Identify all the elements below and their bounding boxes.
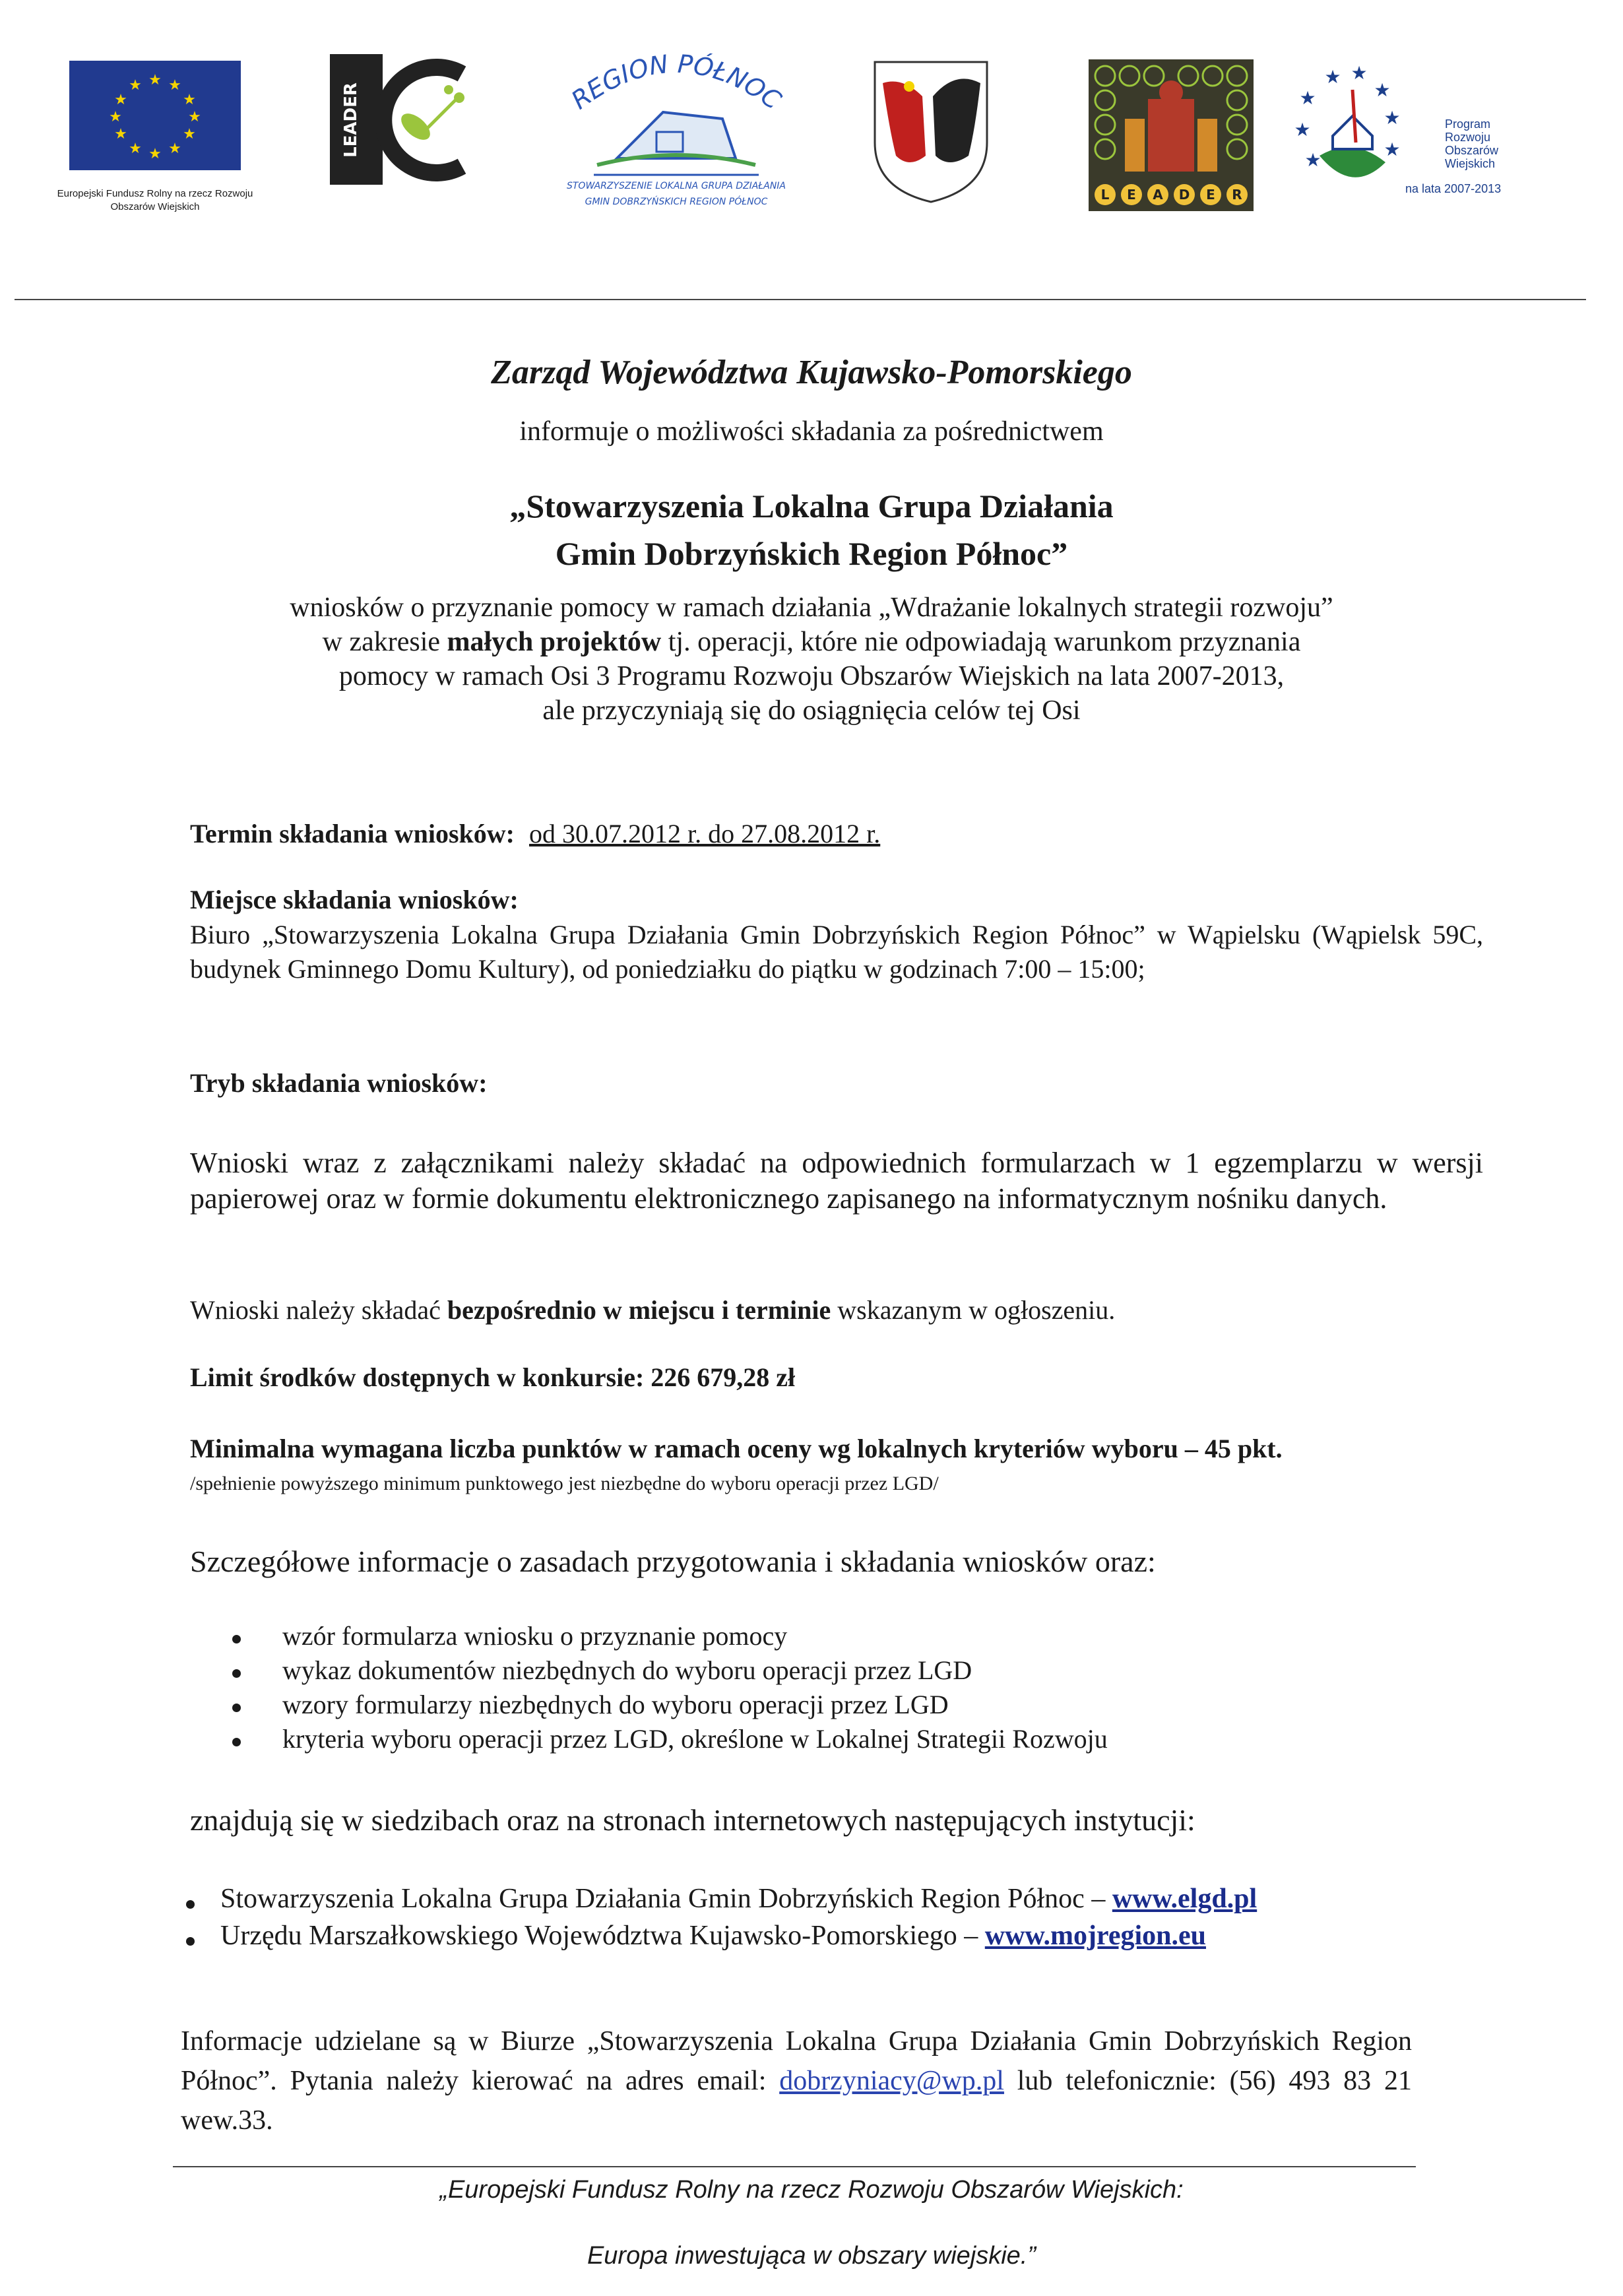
details-item: kryteria wyboru operacji przez LGD, określone w Lokalnej Strategii Rozwoju: [282, 1724, 1108, 1754]
svg-text:★: ★: [183, 126, 196, 143]
leader-text: LEADER: [341, 82, 361, 158]
svg-text:★: ★: [188, 109, 201, 125]
svg-text:★: ★: [168, 77, 181, 94]
mode-section: [190, 1068, 1483, 1099]
footer-line1: „Europejski Fundusz Rolny na rzecz Rozwoju Obszarów Wiejskich:: [439, 2176, 1184, 2204]
svg-text:★: ★: [1294, 119, 1311, 141]
mojregion-link[interactable]: www.mojregion.eu: [984, 1921, 1206, 1951]
bullet-icon: [186, 1900, 195, 1909]
intro-paragraph: [0, 590, 1623, 728]
direct-text: wskazanym w ogłoszeniu.: [831, 1295, 1116, 1325]
prow-line: Program: [1445, 117, 1491, 131]
svg-text:★: ★: [114, 126, 127, 143]
bullet-icon: [232, 1669, 241, 1678]
contact-text: Informacje udzielane są w Biurze „Stowarzyszenia Lokalna Grupa Działania Gmin Dobrzyńskich Region Północ”. Pytania należy kierować na adres email:: [181, 2026, 1412, 2096]
voivodeship-crest-icon: [870, 57, 992, 206]
leader-letter: D: [1178, 187, 1190, 203]
svg-text:★: ★: [129, 141, 142, 157]
mode-label: Tryb składania wniosków:: [190, 1068, 488, 1098]
leader-grid-logo: [1089, 59, 1254, 211]
svg-text:★: ★: [109, 109, 122, 125]
svg-text:★: ★: [1351, 63, 1368, 84]
svg-text:★: ★: [168, 141, 181, 157]
prow-line: Obszarów: [1445, 144, 1499, 157]
association-name-line1: „Stowarzyszenia Lokalna Grupa Działania: [509, 488, 1114, 525]
svg-text:★: ★: [1384, 139, 1401, 160]
direct-text: Wnioski należy składać: [190, 1295, 447, 1325]
place-text: Biuro „Stowarzyszenia Lokalna Grupa Działania Gmin Dobrzyńskich Region Północ” w Wąpielsku (Wąpielsk 59C, budynek Gminnego Domu Kultury), od poniedziałku do piątku w godzinach 7:00 – 15:00;: [190, 920, 1483, 984]
leader-letter: R: [1232, 187, 1242, 203]
leader-letter: E: [1127, 187, 1136, 203]
funding-limit: Limit środków dostępnych w konkursie: 226 679,28 zł: [190, 1362, 796, 1392]
intro-line: ale przyczyniają się do osiągnięcia celów tej Osi: [542, 695, 1081, 726]
svg-text:★: ★: [183, 92, 196, 108]
contact-text: lub telefonicznie: (56) 493 83 21 wew.33.: [181, 2066, 1412, 2136]
svg-text:★: ★: [148, 72, 162, 88]
leader-logo: [330, 54, 487, 185]
bullet-icon: [232, 1635, 241, 1643]
institution-name: Stowarzyszenia Lokalna Grupa Działania Gmin Dobrzyńskich Region Północ –: [220, 1884, 1112, 1914]
place-section: [190, 884, 1483, 986]
leader-letter: A: [1153, 187, 1163, 203]
intro-text: w zakresie: [322, 627, 447, 657]
bullet-icon: [232, 1738, 241, 1746]
svg-text:★: ★: [114, 92, 127, 108]
place-label: Miejsce składania wniosków:: [190, 885, 519, 914]
intro-line: [0, 625, 1623, 659]
prow-logo: [1293, 63, 1405, 202]
bullet-icon: [186, 1937, 195, 1946]
prow-subcaption: na lata 2007-2013: [1405, 182, 1502, 195]
institution-name: Urzędu Marszałkowskiego Województwa Kujawsko-Pomorskiego –: [220, 1921, 985, 1951]
region-polnoc-logo: [557, 46, 795, 211]
svg-text:★: ★: [1304, 149, 1321, 171]
organization-title: Zarząd Województwa Kujawsko-Pomorskiego: [491, 354, 1132, 391]
eu-flag-logo: [69, 61, 241, 170]
region-line1: STOWARZYSZENIE LOKALNA GRUPA DZIAŁANIA: [566, 181, 786, 191]
details-item: wykaz dokumentów niezbędnych do wyboru operacji przez LGD: [282, 1655, 972, 1685]
institution-item: [220, 1882, 1257, 1916]
svg-text:★: ★: [1324, 66, 1341, 88]
bullet-icon: [232, 1704, 241, 1712]
deadline-value: od 30.07.2012 r. do 27.08.2012 r.: [529, 819, 881, 848]
small-projects-emphasis: małych projektów: [447, 627, 662, 657]
prow-caption: [1445, 117, 1544, 170]
direct-emphasis: bezpośrednio w miejscu i terminie: [447, 1295, 831, 1325]
footer-line2: Europa inwestująca w obszary wiejskie.”: [587, 2242, 1036, 2270]
intro-text: tj. operacji, które nie odpowiadają warunkom przyznania: [661, 627, 1301, 657]
direct-submission: [190, 1293, 1483, 1327]
eu-stars-icon: [69, 61, 241, 170]
details-item: wzory formularzy niezbędnych do wyboru operacji przez LGD: [282, 1690, 949, 1719]
top-divider: [15, 299, 1586, 300]
elgd-link[interactable]: www.elgd.pl: [1112, 1884, 1257, 1914]
minimum-points: Minimalna wymagana liczba punktów w ramach oceny wg lokalnych kryteriów wyboru – 45 pkt.: [190, 1434, 1283, 1463]
bottom-divider: [173, 2166, 1416, 2167]
svg-text:★: ★: [1374, 79, 1391, 101]
region-line2: GMIN DOBRZYŃSKICH REGION PÓŁNOC: [585, 197, 768, 207]
eu-caption: Europejski Fundusz Rolny na rzecz Rozwoju Obszarów Wiejskich: [57, 188, 253, 212]
prow-line: Wiejskich: [1445, 157, 1496, 170]
intro-line: wniosków o przyznanie pomocy w ramach działania „Wdrażanie lokalnych strategii rozwoju”: [290, 592, 1333, 623]
region-title: REGION PÓŁNOC: [565, 49, 787, 115]
deadline-label: Termin składania wniosków:: [190, 819, 515, 848]
svg-text:★: ★: [1299, 87, 1316, 109]
contact-paragraph: [181, 2022, 1412, 2140]
located-text: znajdują się w siedzibach oraz na stronach internetowych następujących instytucji:: [190, 1803, 1195, 1837]
leader-letter: L: [1100, 187, 1110, 203]
deadline-section: [190, 817, 1483, 851]
svg-text:★: ★: [148, 146, 162, 162]
details-item: wzór formularza wniosku o przyznanie pomocy: [282, 1621, 788, 1651]
inform-line: informuje o możliwości składania za pośrednictwem: [519, 416, 1104, 447]
email-link[interactable]: dobrzyniacy@wp.pl: [779, 2066, 1004, 2096]
svg-text:★: ★: [129, 77, 142, 94]
svg-text:★: ★: [1384, 107, 1401, 129]
intro-line: pomocy w ramach Osi 3 Programu Rozwoju Obszarów Wiejskich na lata 2007-2013,: [338, 661, 1285, 691]
mode-text: Wnioski wraz z załącznikami należy składać na odpowiednich formularzach w 1 egzemplarzu w wersji papierowej oraz w formie dokumentu elektronicznego zapisanego na informatycznym nośniku danych.: [190, 1147, 1483, 1215]
association-name-line2: Gmin Dobrzyńskich Region Północ”: [555, 535, 1068, 572]
prow-line: Rozwoju: [1445, 131, 1491, 144]
minimum-note: /spełnienie powyższego minimum punktowego jest niezbędne do wyboru operacji przez LGD/: [190, 1473, 939, 1494]
svg-text:REGION PÓŁNOC: [566, 49, 787, 115]
leader-letter: E: [1206, 187, 1215, 203]
institution-item: [220, 1919, 1206, 1953]
details-intro: Szczegółowe informacje o zasadach przygotowania i składania wniosków oraz:: [190, 1545, 1156, 1578]
